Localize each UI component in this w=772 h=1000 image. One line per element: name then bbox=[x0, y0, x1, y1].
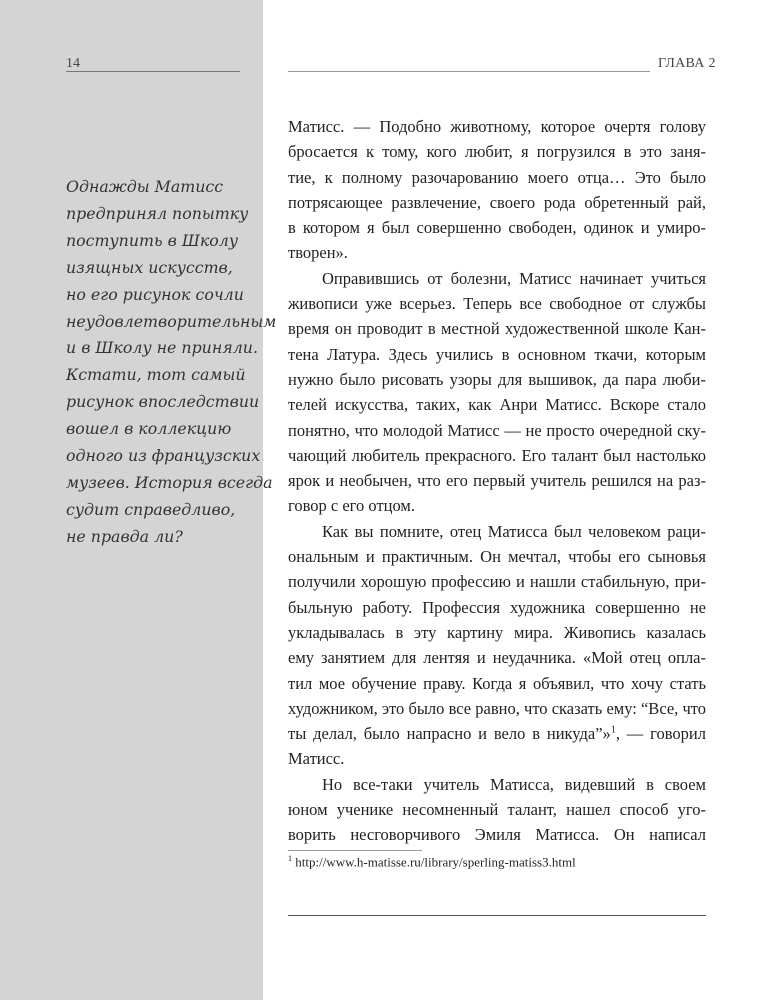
body-line bbox=[288, 721, 706, 746]
body-line: тил мое обучение праву. Когда я объявил, что хочу стать bbox=[288, 673, 706, 693]
pull-quote-line: поступить в Школу bbox=[66, 230, 239, 250]
body-line: потрясающее развлечение, своего рода обретенный рай, bbox=[288, 192, 706, 212]
body-line: время он проводит в местной художественной школе Кан- bbox=[288, 319, 706, 339]
pull-quote-line: рисунок впоследствии bbox=[66, 392, 260, 412]
chapter-title: ГЛАВА 2 bbox=[658, 56, 716, 71]
body-line: ворить несговорчивого Эмиля Матисса. Он написал bbox=[288, 825, 706, 845]
body-line: тена Латура. Здесь учились в основном ткачи, которым bbox=[288, 344, 706, 364]
body-line: Как вы помните, отец Матисса был человеком раци- bbox=[322, 521, 706, 541]
body-line: ональным и практичным. Он мечтал, чтобы его сыновья bbox=[288, 547, 706, 567]
pull-quote-line: но его рисунок сочли bbox=[66, 284, 244, 304]
body-line: понятно, что молодой Матисс — не просто очередной ску- bbox=[288, 420, 706, 440]
body-line: Но все-таки учитель Матисса, видевший в своем bbox=[322, 774, 706, 794]
body-text bbox=[288, 114, 706, 848]
pull-quote-line: музеев. История всегда bbox=[66, 472, 273, 492]
body-line-segment: , — говорил bbox=[615, 724, 706, 744]
pull-quote-line: вошел в коллекцию bbox=[66, 419, 232, 439]
body-line: живописи уже всерьез. Теперь все свободное от службы bbox=[288, 294, 706, 314]
body-line: говор с его отцом. bbox=[288, 496, 415, 516]
body-line: ярок и необычен, что его первый учитель решился на раз- bbox=[288, 471, 706, 491]
header-rule-right bbox=[288, 71, 650, 72]
pull-quote-line: судит справедливо, bbox=[66, 499, 236, 519]
pull-quote-line: предпринял попытку bbox=[66, 203, 249, 223]
pull-quote-line: изящных искусств, bbox=[66, 257, 233, 277]
footnote-mark: 1 bbox=[288, 854, 292, 863]
footnote-rule bbox=[288, 850, 422, 851]
body-line: творен». bbox=[288, 243, 348, 263]
pull-quote-line: неудовлетворительным bbox=[66, 311, 277, 331]
body-line: нужно было рисовать узоры для вышивок, да пара люби- bbox=[288, 369, 706, 389]
body-line: быльную работу. Профессия художника совершенно не bbox=[288, 597, 706, 617]
body-line: телей искусства, таких, как Анри Матисс. Вскоре стало bbox=[288, 395, 706, 415]
body-line: бросается к тому, кого любит, я погрузился в это заня- bbox=[288, 142, 706, 162]
body-line: Матисс. — Подобно животному, которое очертя голову bbox=[288, 117, 706, 136]
body-line: Матисс. bbox=[288, 749, 345, 769]
body-line: художником, это было все равно, что сказать ему: “Все, что bbox=[288, 698, 706, 718]
footnote-link[interactable]: http://www.h-matisse.ru/library/sperling-matiss3.html bbox=[295, 854, 576, 870]
body-line: получили хорошую профессию и нашли стабильную, при- bbox=[288, 572, 706, 592]
pull-quote-line: не правда ли? bbox=[66, 526, 183, 546]
pull-quote-line: Кстати, тот самый bbox=[66, 365, 246, 385]
footnote bbox=[288, 854, 576, 870]
pull-quote bbox=[66, 174, 277, 551]
body-line: ему занятием для лентяя и неудачника. «Мой отец опла- bbox=[288, 648, 706, 668]
pull-quote-line: и в Школу не приняли. bbox=[66, 338, 258, 358]
body-line: в котором я был совершенно свободен, одинок и умиро- bbox=[288, 218, 706, 238]
body-line: Оправившись от болезни, Матисс начинает учиться bbox=[322, 268, 706, 288]
body-line: укладывалась в эту картину мира. Живопись казалась bbox=[288, 622, 706, 642]
pull-quote-line: одного из французских bbox=[66, 446, 261, 466]
footnote-reference[interactable]: 1 bbox=[610, 724, 616, 736]
header-rule-left bbox=[66, 71, 240, 72]
pull-quote-line: Однажды Матисс bbox=[66, 177, 224, 196]
body-line-segment: ты делал, было напрасно и вело в никуда”» bbox=[288, 724, 611, 744]
body-line: тие, к полному разочарованию моего отца… Это было bbox=[288, 167, 706, 187]
body-line: чающий любитель прекрасного. Его талант был настолько bbox=[288, 445, 706, 465]
body-line: юном ученике несомненный талант, нашел способ уго- bbox=[288, 800, 706, 820]
page-number: 14 bbox=[66, 56, 80, 71]
bottom-rule bbox=[288, 915, 706, 916]
